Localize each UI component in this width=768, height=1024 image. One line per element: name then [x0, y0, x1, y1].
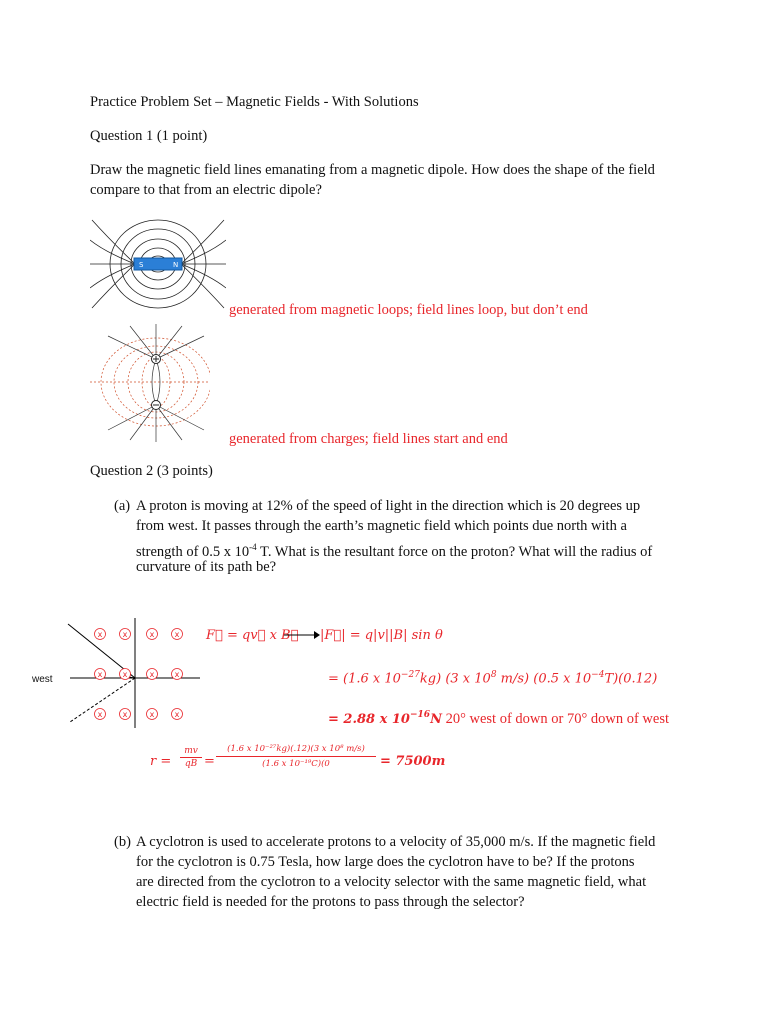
svg-text:x: x: [122, 710, 128, 719]
svg-text:x: x: [122, 670, 128, 679]
part-b-line-1: A cyclotron is used to accelerate protons to a velocity of 35,000 m/s. If the magnetic field: [136, 834, 656, 850]
svg-text:x: x: [97, 670, 103, 679]
magnet-pole-n-label: N: [173, 261, 179, 269]
svg-text:x: x: [149, 670, 155, 679]
part-a-line-3: strength of 0.5 x $10^{-4}$ T. What is the resultant force on the proton? What will the radius of: [136, 542, 653, 560]
document-title: Practice Problem Set – Magnetic Fields - With Solutions: [90, 94, 419, 110]
svg-text:x: x: [174, 670, 180, 679]
radius-fraction: mv qB: [180, 745, 202, 770]
part-b-line-2: for the cyclotron is 0.75 Tesla, how large does the cyclotron have to be? If the protons: [136, 854, 635, 870]
radius-lhs: r =: [150, 754, 172, 769]
force-diagram: [60, 618, 205, 728]
part-b-label: (b): [114, 834, 131, 850]
svg-text:x: x: [97, 630, 103, 639]
electric-dipole-field-figure: [90, 322, 210, 444]
radius-equals: =: [204, 754, 215, 769]
magnet-pole-s-label: S: [139, 261, 144, 269]
part-a-label: (a): [114, 498, 131, 514]
question-1-heading: Question 1 (1 point): [90, 128, 208, 144]
answer-magnetic-dipole: generated from magnetic loops; field lines loop, but don’t end: [229, 302, 588, 318]
svg-text:x: x: [174, 710, 180, 719]
magnetic-dipole-field-figure: [90, 210, 226, 315]
svg-text:x: x: [97, 710, 103, 719]
force-result: = 2.88 x $10^{-16}N$ 20° west of down or 70° down of west: [328, 710, 670, 727]
right-arrow-icon: [284, 629, 320, 641]
part-a-line-1: A proton is moving at 12% of the speed of light in the direction which is 20 degrees up: [136, 498, 641, 514]
svg-text:x: x: [149, 710, 155, 719]
svg-text:x: x: [122, 630, 128, 639]
question-1-prompt-line-1: Draw the magnetic field lines emanating from a magnetic dipole. How does the shape of the field: [90, 162, 655, 178]
part-a-line-2: from west. It passes through the earth’s magnetic field which points due north with a: [136, 518, 627, 534]
part-b-line-4: electric field is needed for the protons to pass through the selector?: [136, 894, 525, 910]
question-2-heading: Question 2 (3 points): [90, 463, 213, 479]
radius-substitution-fraction: (1.6 x 10⁻²⁷kg)(.12)(3 x 10⁸ m/s) (1.6 x 10⁻¹⁹C)(0: [216, 742, 376, 771]
radius-result: = 7500m: [380, 754, 446, 769]
svg-text:x: x: [174, 630, 180, 639]
question-1-prompt-line-2: compare to that from an electric dipole?: [90, 182, 322, 198]
part-b-line-3: are directed from the cyclotron to a velocity selector with the same magnetic field, what: [136, 874, 647, 890]
force-substitution: = (1.6 x $10^{-27}kg$) (3 x $10^8$ m/s) (0.5 x $10^{-4}T)(0.12)$: [328, 670, 658, 687]
part-a-line-4: curvature of its path be?: [136, 559, 277, 575]
svg-text:x: x: [149, 630, 155, 639]
answer-electric-dipole: generated from charges; field lines start and end: [229, 431, 508, 447]
force-magnitude-equation: |F⃗| = q|v||B| sin θ: [320, 628, 443, 643]
force-vector-equation: F⃗ = qv⃗ x B⃗: [206, 628, 299, 643]
west-label: west: [32, 674, 53, 685]
